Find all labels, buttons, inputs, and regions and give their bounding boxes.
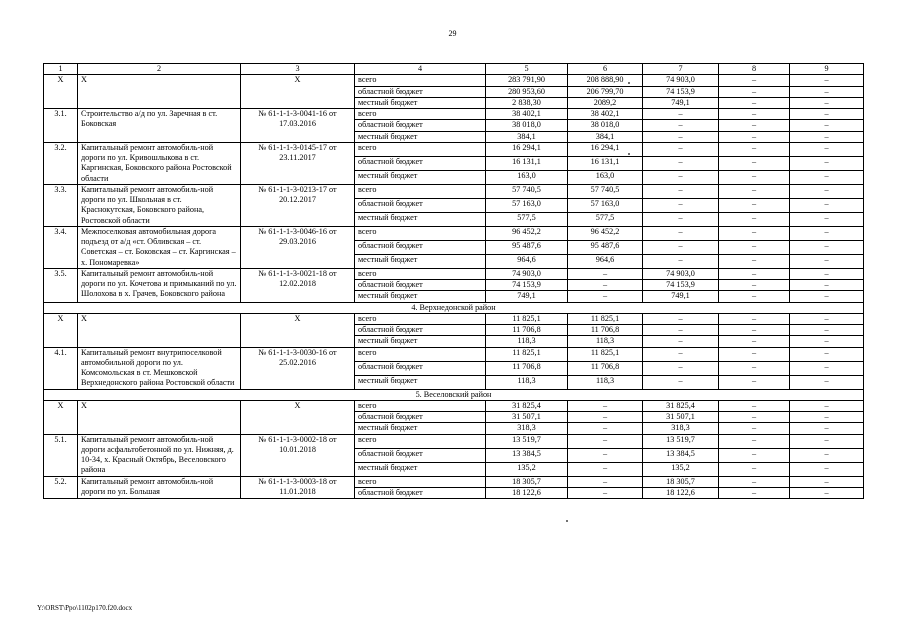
value-total: 38 402,1 [486, 109, 568, 120]
value-year-2: – [643, 109, 719, 120]
value-year-1: – [568, 476, 643, 487]
funding-source: областной бюджет [355, 240, 486, 254]
value-year-4: – [790, 268, 864, 279]
value-year-1: 38 018,0 [568, 120, 643, 131]
value-year-3: – [719, 313, 790, 324]
value-year-3: – [719, 131, 790, 142]
object-name: Капитальный ремонт автомобиль-ной дороги по ул. Школьная в ст. Краснокутская, Боковского района, Ростовской области [78, 184, 241, 226]
value-total: 11 825,1 [486, 313, 568, 324]
value-year-4: – [790, 336, 864, 347]
section-title: 4. Верхнедонской район [44, 302, 864, 313]
value-year-2: 74 903,0 [643, 268, 719, 279]
value-year-1: 95 487,6 [568, 240, 643, 254]
value-year-2: 31 507,1 [643, 412, 719, 423]
value-year-4: – [790, 156, 864, 170]
value-year-2: 749,1 [643, 291, 719, 302]
value-year-2: – [643, 131, 719, 142]
value-year-2: – [643, 184, 719, 198]
value-year-2: – [643, 375, 719, 389]
value-year-2: – [643, 240, 719, 254]
header-cell: 1 [44, 64, 78, 75]
value-year-4: – [790, 423, 864, 434]
value-year-1: – [568, 462, 643, 476]
funding-source: местный бюджет [355, 375, 486, 389]
value-year-3: – [719, 170, 790, 184]
item-number: 4.1. [44, 347, 78, 389]
funding-source: областной бюджет [355, 412, 486, 423]
expertise-number: № 61-1-1-3-0002-18 от 10.01.2018 [241, 434, 355, 476]
value-year-4: – [790, 462, 864, 476]
value-year-3: – [719, 476, 790, 487]
value-total: 11 706,8 [486, 325, 568, 336]
table-row [44, 75, 864, 86]
value-year-1: 163,0 [568, 170, 643, 184]
value-year-4: – [790, 97, 864, 108]
header-row [44, 64, 864, 75]
value-year-4: – [790, 487, 864, 498]
value-year-3: – [719, 240, 790, 254]
budget-table [43, 63, 864, 499]
table-row [44, 347, 864, 361]
table-row [44, 476, 864, 487]
table-row [44, 226, 864, 240]
section-header-row [44, 302, 864, 313]
value-year-3: – [719, 325, 790, 336]
value-year-1: – [568, 423, 643, 434]
funding-source: местный бюджет [355, 291, 486, 302]
value-year-3: – [719, 448, 790, 462]
value-year-1: 208 888,90 [568, 75, 643, 86]
value-year-3: – [719, 120, 790, 131]
header-cell: 2 [78, 64, 241, 75]
value-year-3: – [719, 254, 790, 268]
value-year-2: – [643, 254, 719, 268]
value-total: 16 294,1 [486, 142, 568, 156]
value-year-4: – [790, 375, 864, 389]
object-name: Капитальный ремонт автомобиль-ной дороги по ул. Кочетова и примыканий по ул. Шолохова в х. Грачев, Боковского района [78, 268, 241, 302]
funding-source: всего [355, 268, 486, 279]
value-total: 2 838,30 [486, 97, 568, 108]
value-year-1: 57 740,5 [568, 184, 643, 198]
funding-source: областной бюджет [355, 448, 486, 462]
funding-source: областной бюджет [355, 86, 486, 97]
value-year-3: – [719, 487, 790, 498]
funding-source: местный бюджет [355, 462, 486, 476]
value-year-3: – [719, 434, 790, 448]
value-total: 384,1 [486, 131, 568, 142]
funding-source: местный бюджет [355, 170, 486, 184]
funding-source: областной бюджет [355, 156, 486, 170]
value-year-3: – [719, 75, 790, 86]
value-year-3: – [719, 198, 790, 212]
expertise-number: № 61-1-1-3-0041-16 от 17.03.2016 [241, 109, 355, 143]
funding-source: местный бюджет [355, 254, 486, 268]
value-year-3: – [719, 361, 790, 375]
value-total: 135,2 [486, 462, 568, 476]
value-year-4: – [790, 131, 864, 142]
expertise-number: № 61-1-1-3-0046-16 от 29.03.2016 [241, 226, 355, 268]
value-year-2: – [643, 347, 719, 361]
funding-source: всего [355, 226, 486, 240]
value-year-2: – [643, 120, 719, 131]
value-year-4: – [790, 448, 864, 462]
funding-source: областной бюджет [355, 361, 486, 375]
item-number: Х [44, 75, 78, 109]
value-year-4: – [790, 142, 864, 156]
item-number: Х [44, 313, 78, 347]
item-number: 5.1. [44, 434, 78, 476]
header-cell: 3 [241, 64, 355, 75]
value-year-1: 11 825,1 [568, 313, 643, 324]
value-year-3: – [719, 347, 790, 361]
value-year-1: – [568, 400, 643, 411]
value-total: 280 953,60 [486, 86, 568, 97]
value-total: 74 903,0 [486, 268, 568, 279]
value-year-4: – [790, 86, 864, 97]
scan-speck [628, 153, 630, 155]
value-year-4: – [790, 412, 864, 423]
value-year-2: – [643, 142, 719, 156]
value-year-2: – [643, 361, 719, 375]
value-total: 38 018,0 [486, 120, 568, 131]
object-name: Х [78, 400, 241, 434]
value-year-2: – [643, 170, 719, 184]
value-year-1: 118,3 [568, 336, 643, 347]
funding-source: областной бюджет [355, 487, 486, 498]
value-year-2: – [643, 325, 719, 336]
value-year-2: 31 825,4 [643, 400, 719, 411]
value-year-2: 18 122,6 [643, 487, 719, 498]
item-number: 3.3. [44, 184, 78, 226]
item-number: Х [44, 400, 78, 434]
funding-source: всего [355, 184, 486, 198]
value-total: 74 153,9 [486, 280, 568, 291]
table-row [44, 434, 864, 448]
value-year-1: – [568, 448, 643, 462]
table-row [44, 313, 864, 324]
value-year-2: 13 384,5 [643, 448, 719, 462]
value-year-4: – [790, 254, 864, 268]
funding-source: областной бюджет [355, 198, 486, 212]
value-year-1: 206 799,70 [568, 86, 643, 97]
page-number: 29 [448, 29, 457, 38]
value-year-3: – [719, 184, 790, 198]
expertise-number: № 61-1-1-3-0021-18 от 12.02.2018 [241, 268, 355, 302]
value-total: 577,5 [486, 212, 568, 226]
scan-speck [628, 82, 630, 84]
value-year-3: – [719, 109, 790, 120]
value-year-4: – [790, 198, 864, 212]
value-year-2: 74 903,0 [643, 75, 719, 86]
value-year-2: 749,1 [643, 97, 719, 108]
value-year-3: – [719, 156, 790, 170]
section-header-row [44, 389, 864, 400]
value-total: 13 384,5 [486, 448, 568, 462]
funding-source: всего [355, 434, 486, 448]
item-number: 3.1. [44, 109, 78, 143]
value-year-3: – [719, 412, 790, 423]
value-year-1: 16 131,1 [568, 156, 643, 170]
value-year-3: – [719, 212, 790, 226]
value-year-4: – [790, 347, 864, 361]
value-year-3: – [719, 336, 790, 347]
table-row [44, 109, 864, 120]
table-row [44, 142, 864, 156]
funding-source: всего [355, 109, 486, 120]
expertise-number: № 61-1-1-3-0030-16 от 25.02.2016 [241, 347, 355, 389]
value-year-2: 13 519,7 [643, 434, 719, 448]
expertise-number: Х [241, 400, 355, 434]
value-total: 96 452,2 [486, 226, 568, 240]
header-cell: 8 [719, 64, 790, 75]
value-year-2: 18 305,7 [643, 476, 719, 487]
value-year-4: – [790, 400, 864, 411]
value-year-1: – [568, 268, 643, 279]
value-year-4: – [790, 291, 864, 302]
value-year-1: 964,6 [568, 254, 643, 268]
funding-source: местный бюджет [355, 212, 486, 226]
value-year-2: – [643, 198, 719, 212]
value-total: 13 519,7 [486, 434, 568, 448]
value-total: 11 825,1 [486, 347, 568, 361]
value-total: 57 163,0 [486, 198, 568, 212]
funding-source: местный бюджет [355, 336, 486, 347]
value-total: 283 791,90 [486, 75, 568, 86]
value-year-2: 318,3 [643, 423, 719, 434]
item-number: 3.5. [44, 268, 78, 302]
value-year-1: 96 452,2 [568, 226, 643, 240]
object-name: Капитальный ремонт внутрипоселковой автомобильной дороги по ул. Комсомольская в ст. Мешковской Верхнедонского района Ростовской области [78, 347, 241, 389]
value-total: 18 305,7 [486, 476, 568, 487]
funding-source: всего [355, 476, 486, 487]
value-year-2: – [643, 313, 719, 324]
expertise-number: Х [241, 75, 355, 109]
value-year-1: – [568, 434, 643, 448]
funding-source: всего [355, 313, 486, 324]
value-total: 31 825,4 [486, 400, 568, 411]
object-name: Капитальный ремонт автомобиль-ной дороги асфальтобетонной по ул. Нижняя, д. 10-34, х. Красный Октябрь, Веселовского района [78, 434, 241, 476]
value-year-1: 577,5 [568, 212, 643, 226]
value-total: 163,0 [486, 170, 568, 184]
value-year-4: – [790, 226, 864, 240]
value-year-1: 11 706,8 [568, 361, 643, 375]
value-year-2: 74 153,9 [643, 280, 719, 291]
value-year-4: – [790, 109, 864, 120]
value-total: 118,3 [486, 375, 568, 389]
value-year-4: – [790, 170, 864, 184]
value-year-4: – [790, 313, 864, 324]
object-name: Капитальный ремонт автомобиль-ной дороги по ул. Большая [78, 476, 241, 499]
value-year-2: – [643, 336, 719, 347]
funding-source: местный бюджет [355, 131, 486, 142]
expertise-number: № 61-1-1-3-0145-17 от 23.11.2017 [241, 142, 355, 184]
value-total: 18 122,6 [486, 487, 568, 498]
value-year-1: 2089,2 [568, 97, 643, 108]
funding-source: местный бюджет [355, 97, 486, 108]
value-year-3: – [719, 291, 790, 302]
item-number: 3.2. [44, 142, 78, 184]
header-cell: 9 [790, 64, 864, 75]
value-year-2: – [643, 226, 719, 240]
value-year-1: – [568, 291, 643, 302]
value-year-1: – [568, 412, 643, 423]
value-year-4: – [790, 75, 864, 86]
value-total: 16 131,1 [486, 156, 568, 170]
table-row [44, 268, 864, 279]
value-year-1: – [568, 487, 643, 498]
object-name: Строительство а/д по ул. Заречная в ст. Боковская [78, 109, 241, 143]
funding-source: областной бюджет [355, 120, 486, 131]
scan-speck [566, 520, 568, 522]
value-year-1: 16 294,1 [568, 142, 643, 156]
value-year-3: – [719, 268, 790, 279]
value-year-4: – [790, 280, 864, 291]
funding-source: областной бюджет [355, 325, 486, 336]
table-row [44, 184, 864, 198]
value-year-1: 11 825,1 [568, 347, 643, 361]
funding-source: всего [355, 347, 486, 361]
object-name: Межпоселковая автомобильная дорога подъезд от а/д «ст. Обливская – ст. Советская – ст. Боковская – ст. Каргинская – х. Пономаревка» [78, 226, 241, 268]
value-year-1: 118,3 [568, 375, 643, 389]
value-total: 95 487,6 [486, 240, 568, 254]
value-year-3: – [719, 86, 790, 97]
value-year-4: – [790, 212, 864, 226]
value-total: 57 740,5 [486, 184, 568, 198]
expertise-number: № 61-1-1-3-0003-18 от 11.01.2018 [241, 476, 355, 499]
funding-source: всего [355, 400, 486, 411]
value-year-1: – [568, 280, 643, 291]
value-total: 318,3 [486, 423, 568, 434]
value-year-3: – [719, 375, 790, 389]
funding-source: всего [355, 142, 486, 156]
value-year-3: – [719, 423, 790, 434]
value-year-4: – [790, 184, 864, 198]
value-year-3: – [719, 400, 790, 411]
value-year-3: – [719, 280, 790, 291]
object-name: Х [78, 313, 241, 347]
value-year-2: – [643, 212, 719, 226]
value-year-2: 135,2 [643, 462, 719, 476]
value-year-4: – [790, 240, 864, 254]
value-year-2: 74 153,9 [643, 86, 719, 97]
object-name: Х [78, 75, 241, 109]
footer-file-path: Y:\ORST\Ppo\1102p170.f20.docx [37, 604, 133, 612]
header-cell: 6 [568, 64, 643, 75]
value-total: 11 706,8 [486, 361, 568, 375]
header-cell: 5 [486, 64, 568, 75]
value-year-2: – [643, 156, 719, 170]
value-total: 964,6 [486, 254, 568, 268]
header-cell: 4 [355, 64, 486, 75]
value-year-4: – [790, 361, 864, 375]
header-cell: 7 [643, 64, 719, 75]
value-total: 31 507,1 [486, 412, 568, 423]
value-year-1: 38 402,1 [568, 109, 643, 120]
item-number: 5.2. [44, 476, 78, 499]
funding-source: всего [355, 75, 486, 86]
value-year-4: – [790, 325, 864, 336]
value-year-4: – [790, 434, 864, 448]
expertise-number: № 61-1-1-3-0213-17 от 20.12.2017 [241, 184, 355, 226]
value-year-3: – [719, 97, 790, 108]
value-year-1: 11 706,8 [568, 325, 643, 336]
value-year-4: – [790, 476, 864, 487]
table-body [44, 64, 864, 499]
funding-source: местный бюджет [355, 423, 486, 434]
expertise-number: Х [241, 313, 355, 347]
value-total: 118,3 [486, 336, 568, 347]
value-total: 749,1 [486, 291, 568, 302]
item-number: 3.4. [44, 226, 78, 268]
value-year-1: 57 163,0 [568, 198, 643, 212]
value-year-1: 384,1 [568, 131, 643, 142]
value-year-4: – [790, 120, 864, 131]
value-year-3: – [719, 462, 790, 476]
table-row [44, 400, 864, 411]
funding-source: областной бюджет [355, 280, 486, 291]
section-title: 5. Веселовский район [44, 389, 864, 400]
value-year-3: – [719, 142, 790, 156]
value-year-3: – [719, 226, 790, 240]
object-name: Капитальный ремонт автомобиль-ной дороги по ул. Кривошлыкова в ст. Каргинская, Боковского района Ростовской области [78, 142, 241, 184]
